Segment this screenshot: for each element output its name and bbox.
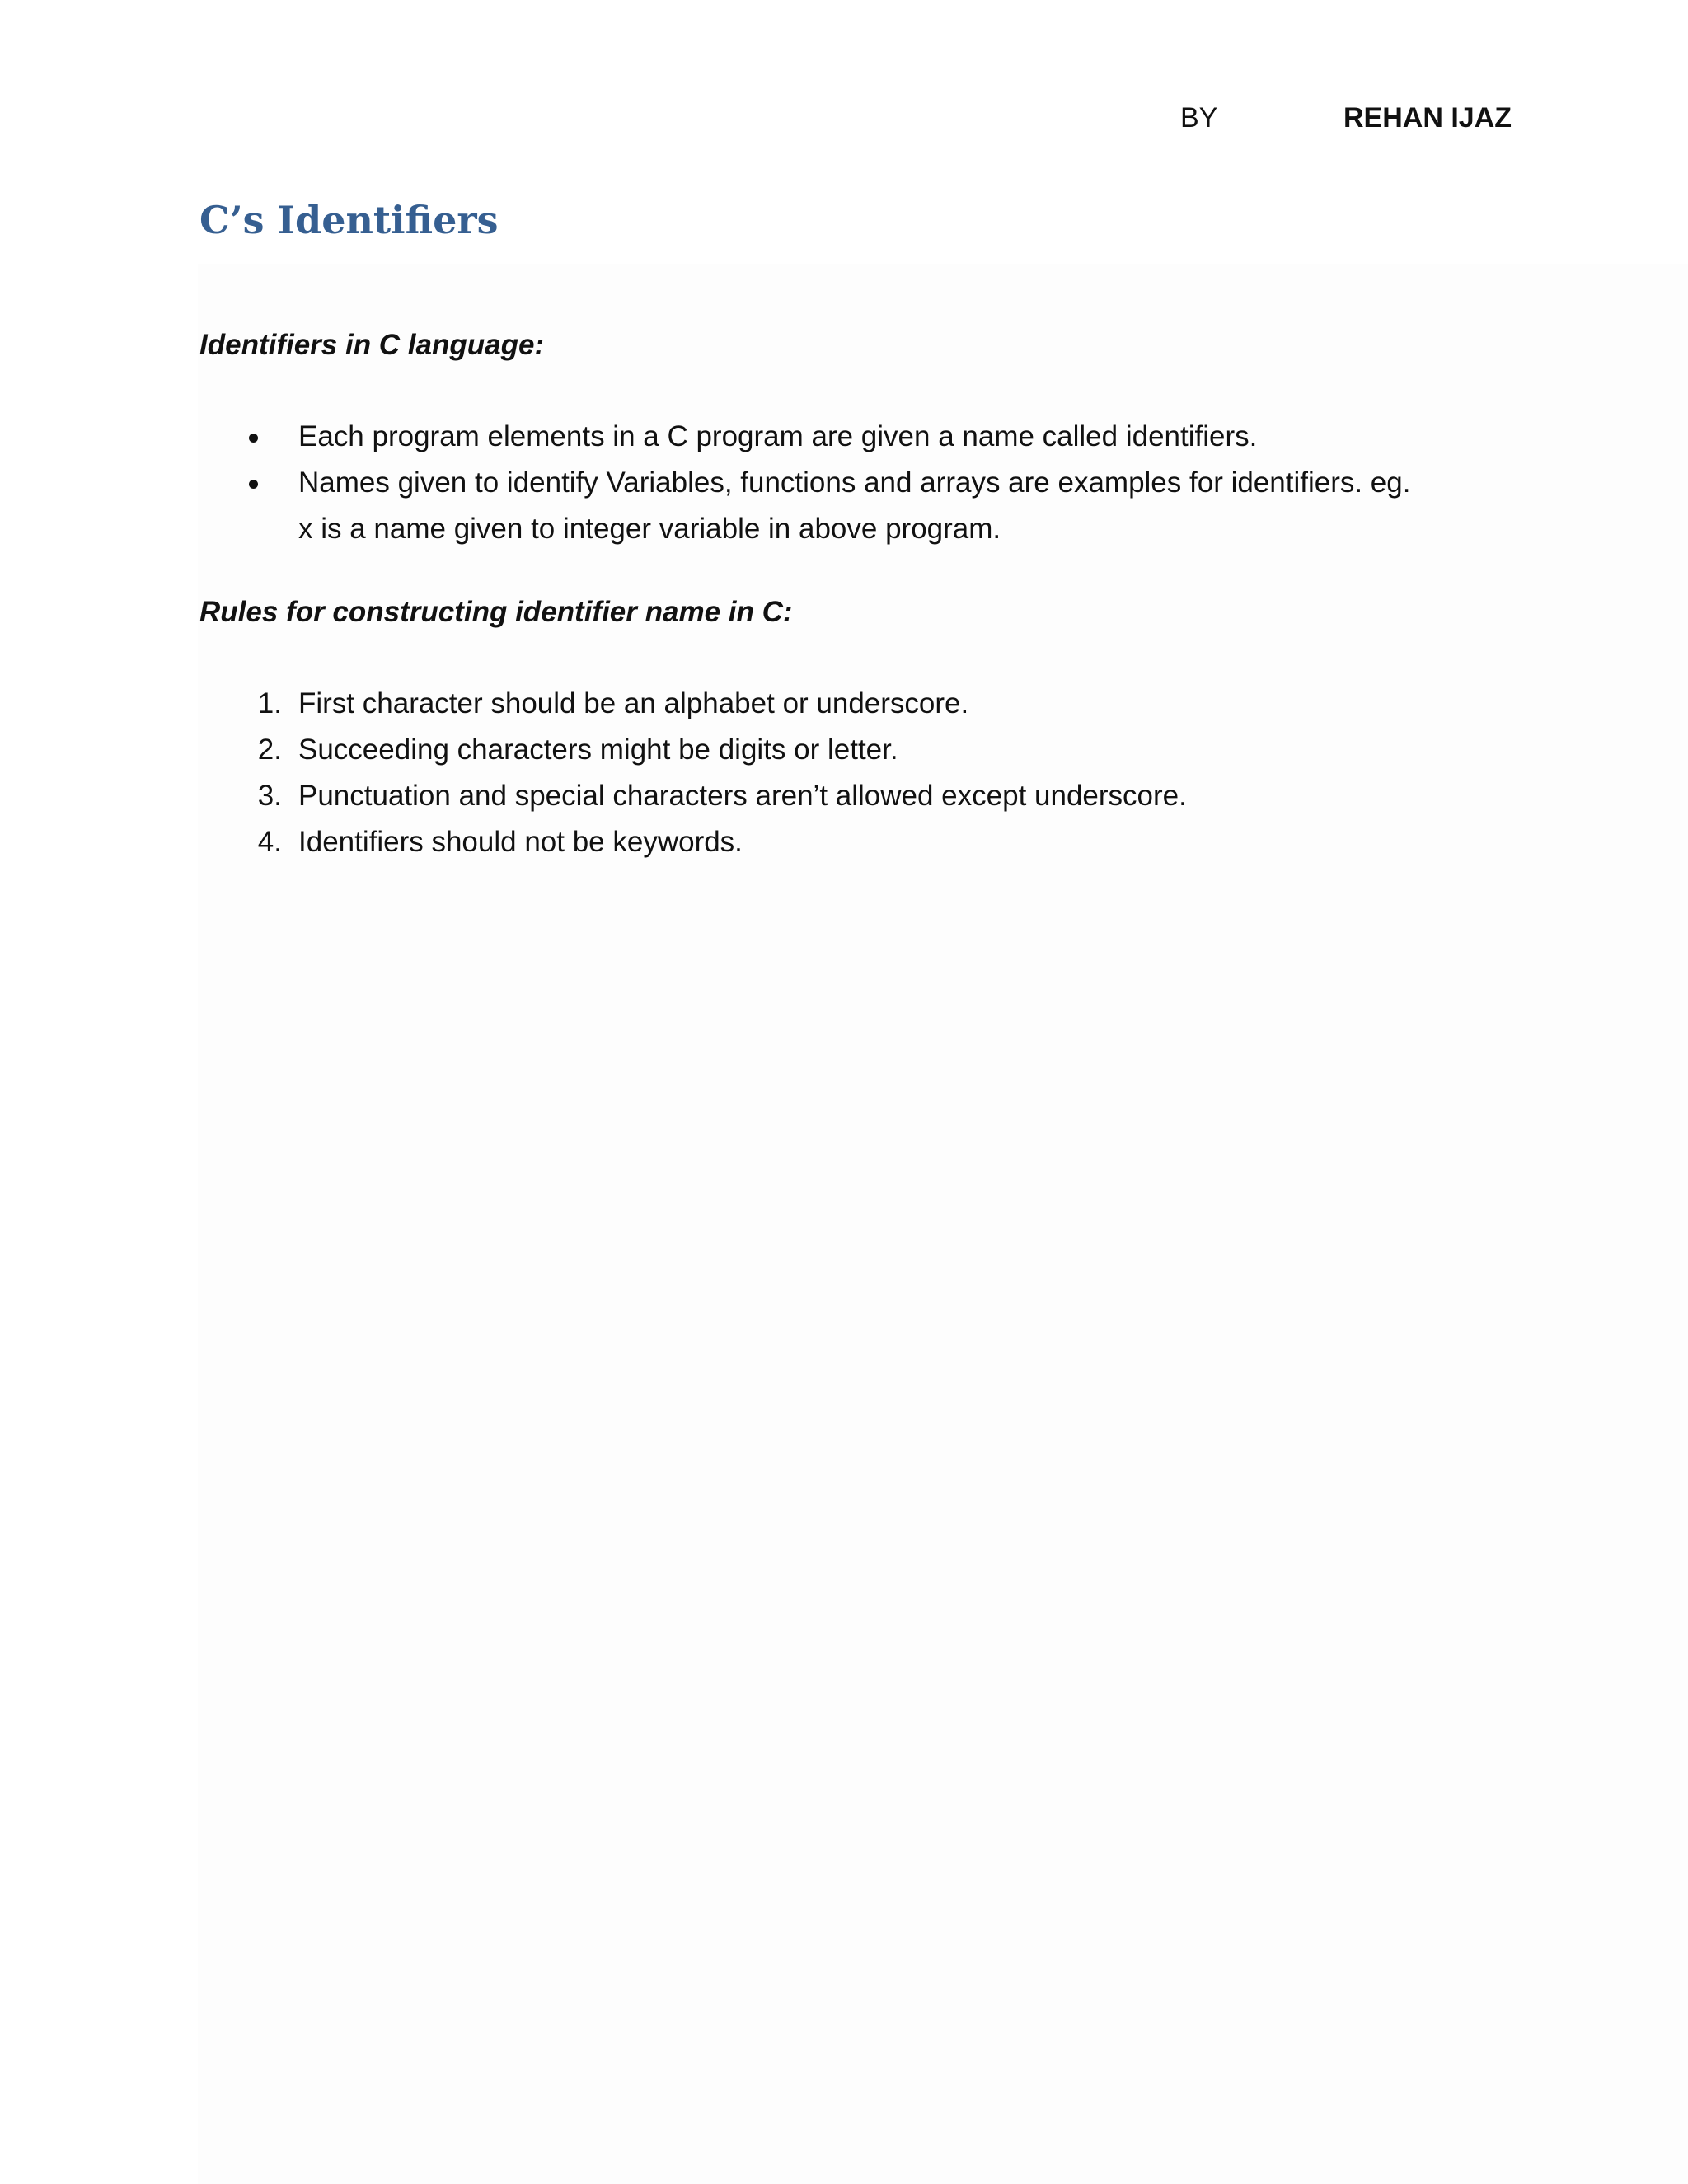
- section-heading-rules: Rules for constructing identifier name in C:: [199, 596, 793, 628]
- list-item-text: Succeeding characters might be digits or letter.: [298, 733, 898, 766]
- page-title: C’s Identifiers: [199, 198, 499, 242]
- identifiers-bullet-list: [199, 414, 1485, 552]
- list-item-text-continued: x is a name given to integer variable in above program.: [298, 513, 1001, 545]
- list-number: 4.: [257, 826, 282, 858]
- list-number: 2.: [257, 733, 282, 766]
- list-number: 3.: [257, 780, 282, 812]
- list-item-text: Names given to identify Variables, functions and arrays are examples for identifiers. eg.: [298, 466, 1411, 499]
- list-item: [199, 819, 1485, 865]
- by-label: BY: [1180, 102, 1218, 134]
- list-item: [199, 414, 1485, 460]
- bullet-icon: [249, 434, 258, 443]
- list-item-text: Identifiers should not be keywords.: [298, 826, 743, 858]
- author-name: REHAN IJAZ: [1343, 102, 1512, 134]
- list-item: [199, 681, 1485, 727]
- list-item-text: Each program elements in a C program are given a name called identifiers.: [298, 420, 1258, 452]
- section-heading-identifiers: Identifiers in C language:: [199, 329, 545, 361]
- rules-numbered-list: [199, 681, 1485, 865]
- list-number: 1.: [257, 687, 282, 719]
- list-item: [199, 727, 1485, 773]
- byline: [0, 99, 1688, 137]
- list-item-text: Punctuation and special characters aren’t allowed except underscore.: [298, 780, 1187, 812]
- bullet-icon: [249, 480, 258, 489]
- list-item-text: First character should be an alphabet or underscore.: [298, 687, 969, 719]
- list-item: [199, 773, 1485, 819]
- list-item: [199, 460, 1485, 552]
